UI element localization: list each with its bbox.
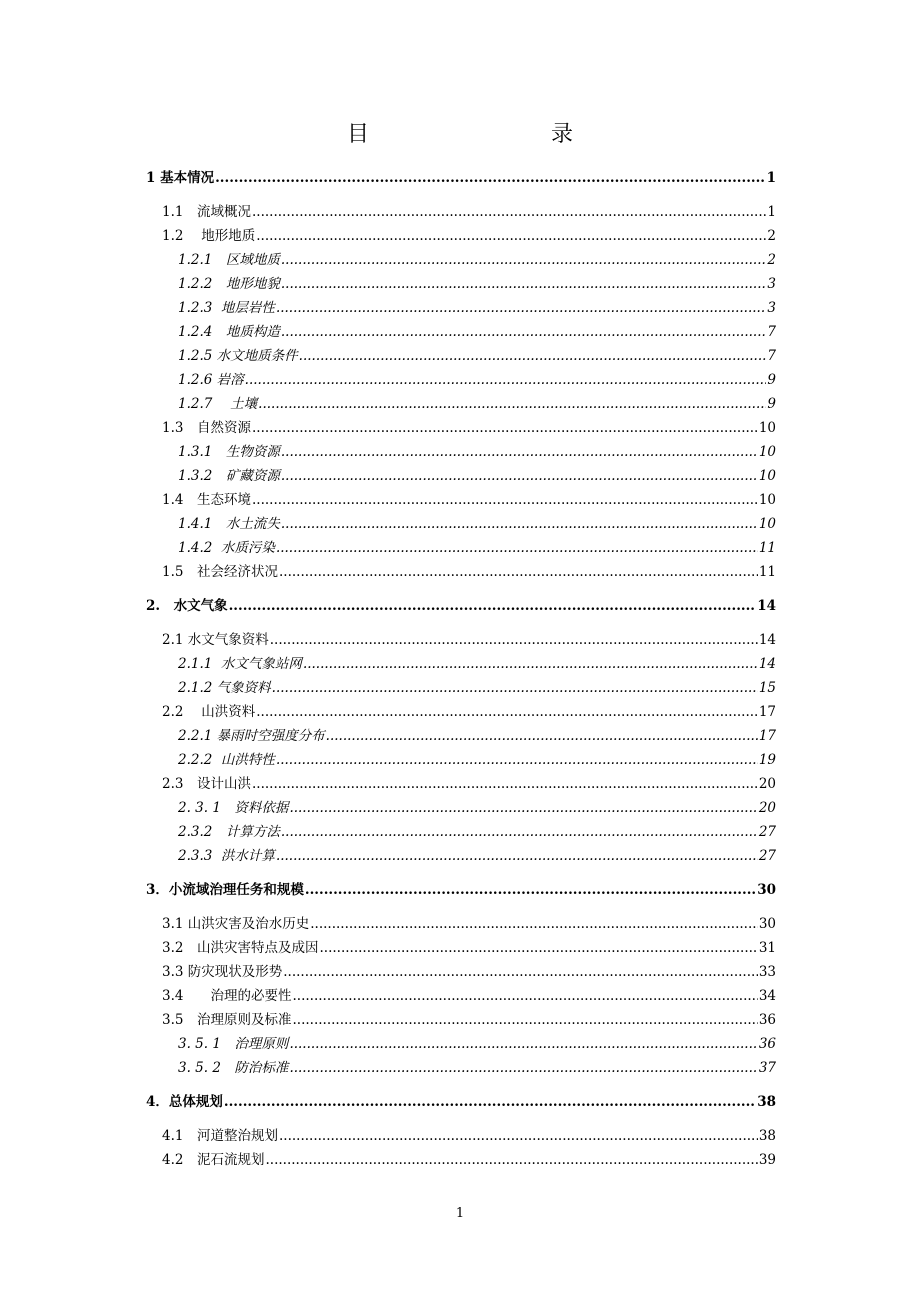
toc-entry[interactable] xyxy=(146,488,776,512)
toc-dot-leader xyxy=(305,878,756,902)
toc-entry-label: 2. 3. 1 资料依据 xyxy=(178,800,289,816)
toc-entry-page: 7 xyxy=(767,324,776,340)
toc-entry[interactable] xyxy=(146,1056,776,1080)
toc-entry-label: 1.3.1 生物资源 xyxy=(178,444,280,460)
toc-entry-label: 4.2 泥石流规划 xyxy=(162,1152,265,1168)
toc-dot-leader xyxy=(252,772,758,796)
toc-entry-page: 10 xyxy=(758,492,776,508)
toc-entry-page: 19 xyxy=(758,752,776,768)
toc-entry[interactable] xyxy=(146,676,776,700)
toc-entry-label: 2.2.1 暴雨时空强度分布 xyxy=(178,728,325,744)
toc-entry-label: 1.4.2 水质污染 xyxy=(178,540,275,556)
toc-entry-label: 1.2.1 区域地质 xyxy=(178,252,280,268)
toc-entry[interactable] xyxy=(146,248,776,272)
toc-dot-leader xyxy=(281,512,758,536)
toc-dot-leader xyxy=(276,536,758,560)
toc-entry-label: 1.2.6 岩溶 xyxy=(178,372,244,388)
toc-entry-label: 1.2.2 地形地貌 xyxy=(178,276,280,292)
toc-entry-page: 1 xyxy=(766,170,776,186)
toc-entry-label: 1.2.5 水文地质条件 xyxy=(178,348,298,364)
toc-entry[interactable] xyxy=(146,536,776,560)
toc-entry-page: 30 xyxy=(758,916,776,932)
toc-dot-leader xyxy=(283,960,758,984)
toc-entry-page: 38 xyxy=(757,1094,776,1110)
toc-entry[interactable] xyxy=(146,440,776,464)
toc-entry[interactable] xyxy=(146,960,776,984)
toc-entry-page: 2 xyxy=(767,228,776,244)
toc-dot-leader xyxy=(310,912,758,936)
toc-entry-label: 3．小流域治理任务和规模 xyxy=(146,882,304,898)
toc-dot-leader xyxy=(289,1056,757,1080)
toc-entry-page: 3 xyxy=(767,276,776,292)
toc-entry[interactable] xyxy=(146,594,776,618)
toc-dot-leader xyxy=(281,272,767,296)
toc-entry-page: 17 xyxy=(758,704,776,720)
toc-entry[interactable] xyxy=(146,1090,776,1114)
toc-entry[interactable] xyxy=(146,748,776,772)
toc-entry-label: 2.2 山洪资料 xyxy=(162,704,256,720)
toc-entry-label: 2.1.2 气象资料 xyxy=(178,680,271,696)
toc-entry[interactable] xyxy=(146,652,776,676)
toc-entry-page: 9 xyxy=(767,372,776,388)
toc-dot-leader xyxy=(279,1124,758,1148)
toc-entry-label: 1.2.4 地质构造 xyxy=(178,324,280,340)
toc-entry-page: 33 xyxy=(758,964,776,980)
toc-entry[interactable] xyxy=(146,296,776,320)
toc-entry[interactable] xyxy=(146,1148,776,1172)
toc-entry-label: 1.4 生态环境 xyxy=(162,492,251,508)
toc-dot-leader xyxy=(252,200,766,224)
toc-dot-leader xyxy=(292,984,757,1008)
toc-entry-label: 3.3 防灾现状及形势 xyxy=(162,964,283,980)
toc-entry[interactable] xyxy=(146,878,776,902)
toc-entry-label: 1.2.3 地层岩性 xyxy=(178,300,275,316)
toc-dot-leader xyxy=(252,488,758,512)
toc-dot-leader xyxy=(229,594,757,618)
page-number: 1 xyxy=(455,1206,465,1221)
toc-entry-page: 27 xyxy=(758,824,776,840)
toc-dot-leader xyxy=(215,166,766,190)
toc-entry[interactable] xyxy=(146,984,776,1008)
toc-entry-page: 14 xyxy=(757,598,776,614)
toc-entry-label: 2.2.2 山洪特性 xyxy=(178,752,275,768)
toc-entry-page: 37 xyxy=(758,1060,776,1076)
toc-dot-leader xyxy=(224,1090,756,1114)
toc-entry[interactable] xyxy=(146,392,776,416)
toc-entry-label: 1.2 地形地质 xyxy=(162,228,256,244)
toc-entry-label: 3. 5. 1 治理原则 xyxy=(178,1036,289,1052)
toc-entry-label: 1.2.7 土壤 xyxy=(178,396,258,412)
toc-entry[interactable] xyxy=(146,344,776,368)
toc-entry-label: 3.1 山洪灾害及治水历史 xyxy=(162,916,310,932)
toc-dot-leader xyxy=(256,224,766,248)
toc-entry-label: 2.1 水文气象资料 xyxy=(162,632,269,648)
toc-entry[interactable] xyxy=(146,1032,776,1056)
toc-dot-leader xyxy=(281,248,767,272)
toc-entry-label: 1 基本情况 xyxy=(146,170,215,186)
toc-entry-page: 30 xyxy=(757,882,776,898)
toc-entry-page: 20 xyxy=(758,776,776,792)
toc-dot-leader xyxy=(281,320,767,344)
toc-entry[interactable] xyxy=(146,368,776,392)
toc-entry[interactable] xyxy=(146,820,776,844)
toc-entry-label: 3.2 山洪灾害特点及成因 xyxy=(162,940,319,956)
toc-entry[interactable] xyxy=(146,844,776,868)
toc-entry-page: 27 xyxy=(758,848,776,864)
toc-entry[interactable] xyxy=(146,560,776,584)
toc-entry-page: 39 xyxy=(758,1152,776,1168)
toc-entry[interactable] xyxy=(146,1008,776,1032)
toc-dot-leader xyxy=(289,1032,757,1056)
toc-entry-page: 20 xyxy=(758,800,776,816)
table-of-contents xyxy=(146,166,776,1172)
toc-entry-page: 17 xyxy=(758,728,776,744)
toc-dot-leader xyxy=(276,844,758,868)
toc-entry[interactable] xyxy=(146,1124,776,1148)
toc-entry[interactable] xyxy=(146,772,776,796)
toc-dot-leader xyxy=(299,344,767,368)
toc-entry-label: 1.1 流域概况 xyxy=(162,204,251,220)
toc-entry-page: 7 xyxy=(767,348,776,364)
toc-entry[interactable] xyxy=(146,700,776,724)
page-title: 目 录 xyxy=(346,122,619,147)
toc-entry[interactable] xyxy=(146,912,776,936)
toc-entry-label: 1.3 自然资源 xyxy=(162,420,251,436)
toc-dot-leader xyxy=(292,1008,757,1032)
toc-entry-page: 38 xyxy=(758,1128,776,1144)
toc-entry-label: 2.3.2 计算方法 xyxy=(178,824,280,840)
toc-entry-label: 4.1 河道整治规划 xyxy=(162,1128,278,1144)
toc-dot-leader xyxy=(265,1148,757,1172)
toc-entry-page: 34 xyxy=(758,988,776,1004)
toc-entry-page: 9 xyxy=(767,396,776,412)
toc-entry-label: 3.5 治理原则及标准 xyxy=(162,1012,292,1028)
toc-entry-page: 36 xyxy=(758,1012,776,1028)
toc-entry[interactable] xyxy=(146,512,776,536)
toc-entry[interactable] xyxy=(146,272,776,296)
toc-dot-leader xyxy=(252,416,758,440)
toc-entry-label: 4．总体规划 xyxy=(146,1094,223,1110)
toc-dot-leader xyxy=(256,700,758,724)
toc-entry[interactable] xyxy=(146,936,776,960)
toc-dot-leader xyxy=(272,676,758,700)
toc-entry-label: 2. 水文气象 xyxy=(146,598,228,614)
toc-dot-leader xyxy=(245,368,767,392)
toc-entry-page: 2 xyxy=(767,252,776,268)
toc-entry-page: 11 xyxy=(758,540,776,556)
toc-dot-leader xyxy=(281,820,758,844)
toc-entry[interactable] xyxy=(146,166,776,190)
toc-entry[interactable] xyxy=(146,628,776,652)
toc-entry[interactable] xyxy=(146,224,776,248)
toc-entry-label: 1.3.2 矿藏资源 xyxy=(178,468,280,484)
toc-entry[interactable] xyxy=(146,724,776,748)
toc-dot-leader xyxy=(279,560,758,584)
toc-entry-page: 10 xyxy=(758,516,776,532)
toc-entry-page: 10 xyxy=(758,420,776,436)
toc-dot-leader xyxy=(326,724,758,748)
toc-dot-leader xyxy=(270,628,758,652)
toc-entry-page: 1 xyxy=(767,204,776,220)
toc-dot-leader xyxy=(276,296,766,320)
toc-entry-page: 10 xyxy=(758,468,776,484)
toc-dot-leader xyxy=(281,464,758,488)
toc-dot-leader xyxy=(289,796,757,820)
toc-entry[interactable] xyxy=(146,796,776,820)
toc-entry[interactable] xyxy=(146,416,776,440)
toc-dot-leader xyxy=(319,936,757,960)
toc-entry-label: 3.4 治理的必要性 xyxy=(162,988,292,1004)
toc-entry-page: 36 xyxy=(758,1036,776,1052)
toc-entry-page: 10 xyxy=(758,444,776,460)
toc-dot-leader xyxy=(303,652,758,676)
toc-entry-page: 14 xyxy=(758,632,776,648)
toc-entry[interactable] xyxy=(146,200,776,224)
toc-dot-leader xyxy=(281,440,758,464)
toc-entry-label: 2.3 设计山洪 xyxy=(162,776,251,792)
toc-entry-label: 1.4.1 水土流失 xyxy=(178,516,280,532)
toc-entry-page: 31 xyxy=(758,940,776,956)
toc-entry-page: 15 xyxy=(758,680,776,696)
toc-dot-leader xyxy=(276,748,758,772)
toc-entry-page: 3 xyxy=(767,300,776,316)
toc-entry-label: 2.1.1 水文气象站网 xyxy=(178,656,302,672)
toc-entry[interactable] xyxy=(146,464,776,488)
toc-entry-label: 3. 5. 2 防治标准 xyxy=(178,1060,289,1076)
toc-entry[interactable] xyxy=(146,320,776,344)
toc-entry-label: 1.5 社会经济状况 xyxy=(162,564,278,580)
toc-entry-page: 11 xyxy=(758,564,776,580)
toc-entry-label: 2.3.3 洪水计算 xyxy=(178,848,275,864)
toc-dot-leader xyxy=(258,392,766,416)
toc-entry-page: 14 xyxy=(758,656,776,672)
